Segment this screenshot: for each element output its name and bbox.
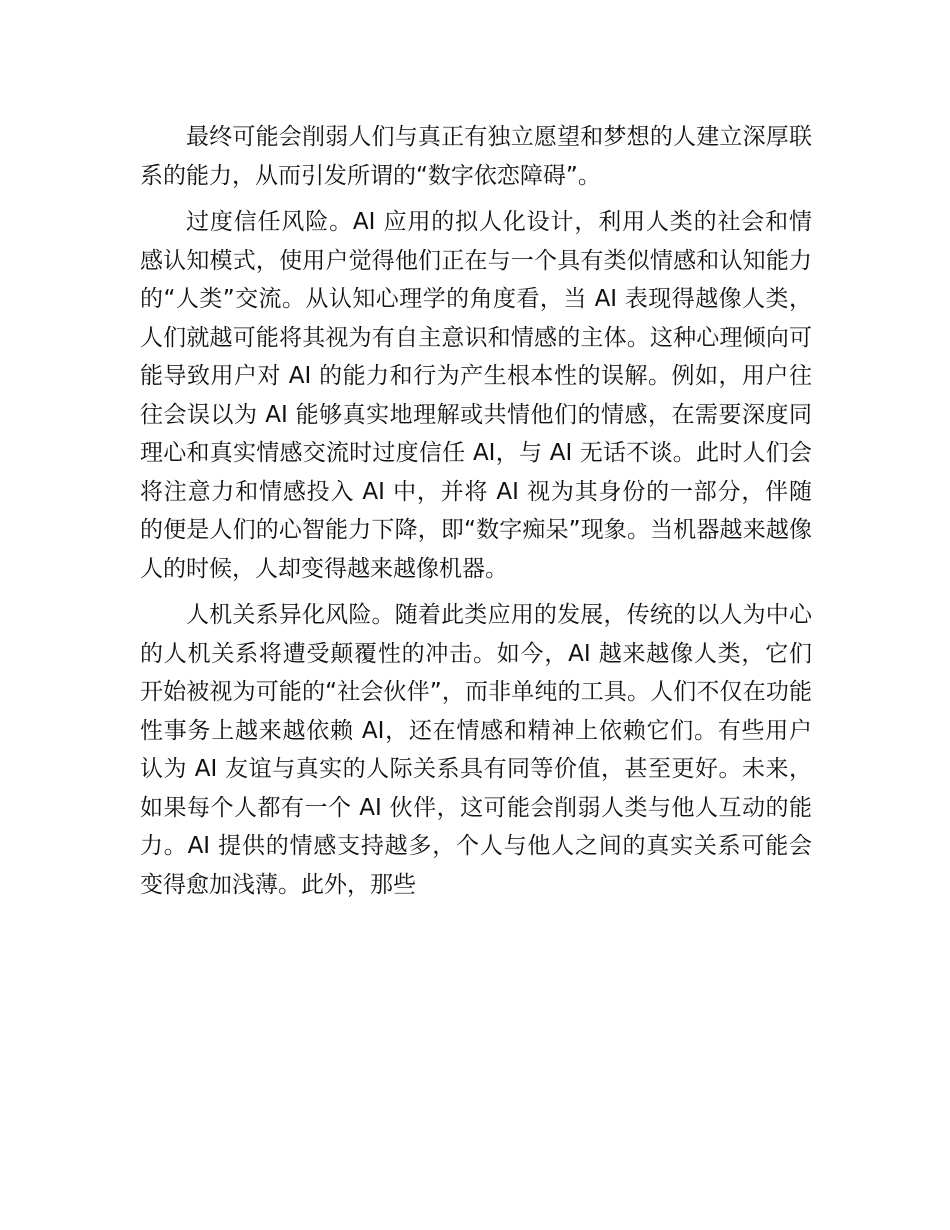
paragraph-overtrust-risk: 过度信任风险。AI 应用的拟人化设计，利用人类的社会和情感认知模式，使用户觉得他们正在与一个具有类似情感和认知能力的“人类”交流。从认知心理学的角度看，当 AI 表现得越像人类，人们就越可能将其视为有自主意识和情感的主体。这种心理倾向可能导致用户对 AI 的能力和行为产生根本性的误解。例如，用户往往会误以为 AI 能够真实地理解或共情他们的情感，在需要深度同理心和真实情感交流时过度信任 AI，与 AI 无话不谈。此时人们会将注意力和情感投入 AI 中，并将 AI 视为其身份的一部分，伴随的便是人们的心智能力下降，即“数字痴呆”现象。当机器越来越像人的时候，人却变得越来越像机器。 — [140, 209, 812, 582]
paragraph-relationship-alienation-risk: 人机关系异化风险。随着此类应用的发展，传统的以人为中心的人机关系将遭受颠覆性的冲击。如今，AI 越来越像人类，它们开始被视为可能的“社会伙伴”，而非单纯的工具。人们不仅在功能性事务上越来越依赖 AI，还在情感和精神上依赖它们。有些用户认为 AI 友谊与真实的人际关系具有同等价值，甚至更好。未来，如果每个人都有一个 AI 伙伴，这可能会削弱人类与他人互动的能力。AI 提供的情感支持越多，个人与他人之间的真实关系可能会变得愈加浅薄。此外，那些 — [140, 602, 812, 898]
document-page — [140, 118, 812, 912]
paragraph-digital-attachment: 最终可能会削弱人们与真正有独立愿望和梦想的人建立深厚联系的能力，从而引发所谓的“数字依恋障碍”。 — [140, 124, 812, 189]
